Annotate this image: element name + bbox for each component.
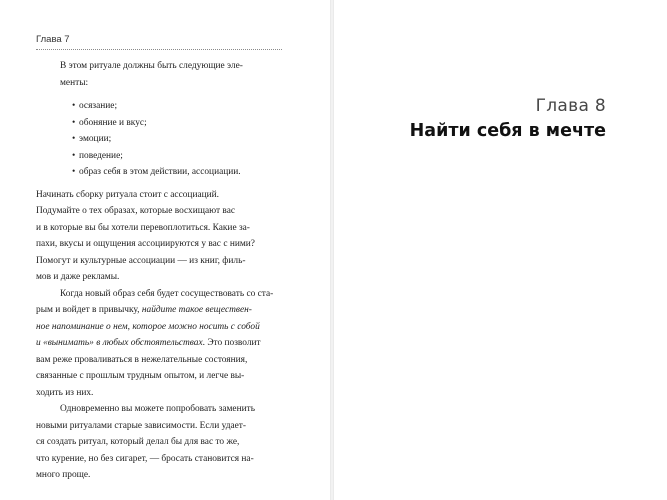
text-line: ся создать ритуал, который делал бы для вас то же, xyxy=(36,437,240,447)
text-line: пахи, вкусы и ощущения ассоциируются у вас с ними? xyxy=(36,239,255,249)
bullet-icon: • xyxy=(72,117,76,128)
list-item: • образ себя в этом действии, ассоциации. xyxy=(60,164,282,181)
chapter-title: Найти себя в мечте xyxy=(409,121,606,141)
text-line: Когда новый образ себя будет сосуществовать со ста- xyxy=(60,288,274,299)
text-line: Начинать сборку ритуала стоит с ассоциаций. xyxy=(36,189,220,200)
list-item: • обоняние и вкус; xyxy=(60,115,282,132)
text-line: вам реже проваливаться в нежелательные состояния, xyxy=(36,354,248,365)
bullet-icon: • xyxy=(72,101,76,111)
chapter-label: Глава 8 xyxy=(535,96,606,116)
right-page xyxy=(334,0,667,500)
emphasis-text: найдите такое веществен- xyxy=(141,305,252,315)
list-item: • осязание; xyxy=(60,98,282,115)
paragraph xyxy=(36,187,282,286)
header-divider xyxy=(36,49,282,50)
left-page xyxy=(0,0,330,500)
text-line: Одновременно вы можете попробовать заменить xyxy=(60,404,255,414)
text-line: и в которые вы бы хотели перевоплотиться. Какие за- xyxy=(36,222,250,233)
bullet-icon: • xyxy=(72,150,76,161)
emphasis-text: ное напоминание о нем, которое можно носить с собой xyxy=(36,321,260,332)
text-line: менты: xyxy=(60,77,89,88)
bullet-icon: • xyxy=(72,167,76,177)
ritual-elements-list xyxy=(60,98,282,181)
intro-paragraph xyxy=(60,58,282,91)
text-line: что курение, но без сигарет, — бросать становится на- xyxy=(36,453,254,464)
text-line: рым и войдет в привычку, xyxy=(36,305,142,315)
emphasis-text: и «вынимать» в любых обстоятельствах xyxy=(36,338,203,348)
text-line: новыми ритуалами старые зависимости. Если удает- xyxy=(36,420,247,431)
text-line: В этом ритуале должны быть следующие эле- xyxy=(60,61,243,71)
paragraph xyxy=(36,401,282,484)
text-line: мов и даже рекламы. xyxy=(36,272,120,282)
text-line: . Это позволит xyxy=(202,338,261,348)
text-line: Помогут и культурные ассоциации — из книг, филь- xyxy=(36,255,246,266)
text-line: связанные с прошлым трудным опытом, и легче вы- xyxy=(36,371,245,381)
running-head: Глава 7 xyxy=(36,34,70,45)
bullet-icon: • xyxy=(72,134,76,144)
list-item: • поведение; xyxy=(60,148,282,165)
text-line: Подумайте о тех образах, которые восхищают вас xyxy=(36,206,236,216)
text-line: ходить из них. xyxy=(36,387,94,398)
text-line: много проще. xyxy=(36,470,91,480)
paragraph xyxy=(36,286,282,402)
list-item: • эмоции; xyxy=(60,131,282,148)
body-text xyxy=(36,58,282,484)
